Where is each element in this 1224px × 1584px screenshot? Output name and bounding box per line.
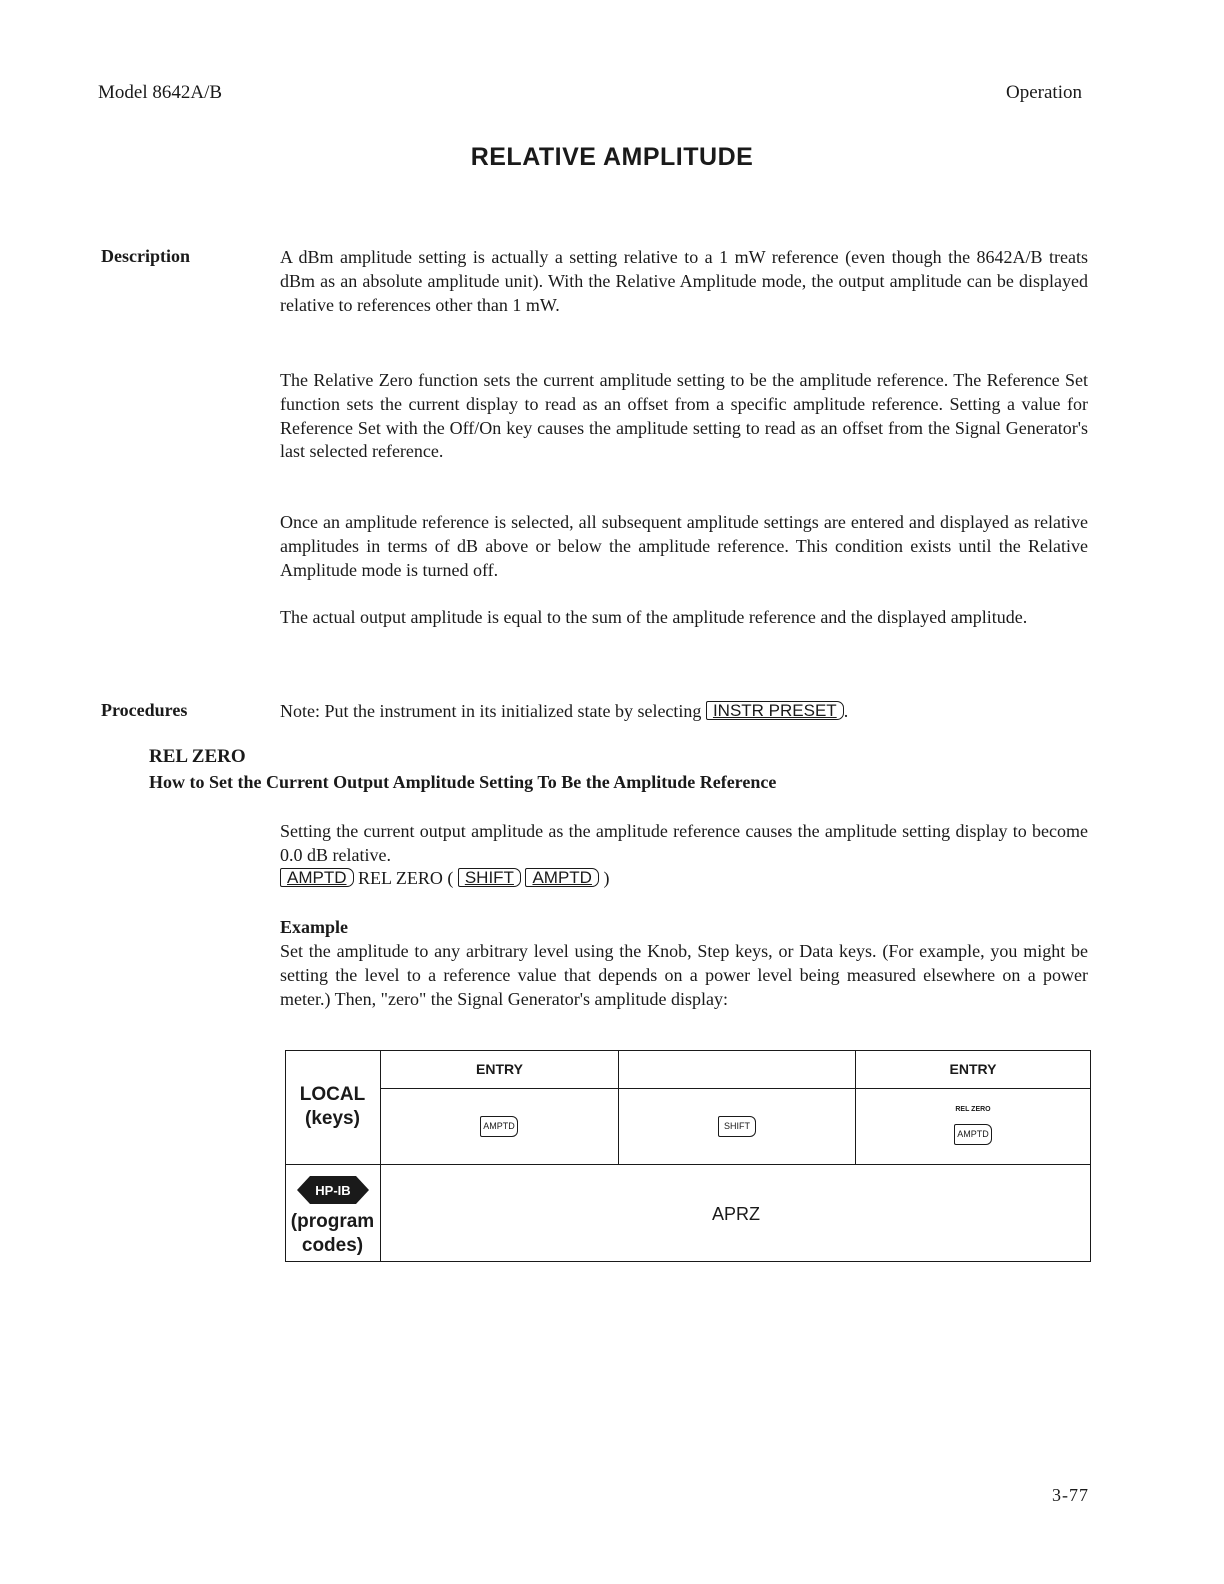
- example-heading: Example: [280, 917, 349, 937]
- hpib-badge-icon: [297, 1174, 369, 1206]
- header-model: Model 8642A/B: [98, 82, 223, 103]
- amptd-key: AMPTD: [280, 868, 354, 887]
- table-border: [285, 1050, 1091, 1262]
- program-label: (program: [290, 1211, 375, 1232]
- page-title: RELATIVE AMPLITUDE: [470, 143, 754, 171]
- hpib-badge-text: HP-IB: [315, 1183, 351, 1198]
- description-paragraph-2: The Relative Zero function sets the current amplitude setting to be the amplitude reference. The Reference Set function sets the current display to read as an offset from a specific amplitude reference. Setting a value for Reference Set with the Off/On key causes the amplitude setting to read as an offset from the Signal Generator's last selected reference.: [280, 370, 1088, 462]
- table-divider-h2: [285, 1164, 1091, 1165]
- column-header-entry-1: ENTRY: [476, 1061, 523, 1077]
- table-divider-v2: [618, 1050, 619, 1164]
- procedures-label: Procedures: [101, 700, 188, 720]
- program-sub-label: codes): [301, 1235, 364, 1256]
- local-label: LOCAL: [299, 1084, 366, 1105]
- program-codes-cell: [285, 1210, 380, 1258]
- shift-key: SHIFT: [458, 868, 521, 887]
- procedures-note-suffix: .: [843, 701, 849, 721]
- table-divider-v1: [380, 1050, 381, 1262]
- description-paragraph-1: A dBm amplitude setting is actually a setting relative to a 1 mW reference (even though the 8642A/B treats dBm as an absolute amplitude unit). With the Relative Amplitude mode, the output amplitude can be displayed relative to references other than 1 mW.: [280, 247, 1088, 315]
- rel-zero-close: ): [603, 868, 610, 888]
- rel-zero-key-sequence: [280, 867, 609, 891]
- table-divider-h1: [380, 1088, 1090, 1089]
- rel-zero-key-label: REL ZERO: [955, 1106, 991, 1113]
- key-table: [285, 1050, 1092, 1263]
- amptd-key-2: AMPTD: [525, 868, 599, 887]
- page-number: 3-77: [1052, 1485, 1089, 1505]
- instr-preset-key: INSTR PRESET: [706, 701, 844, 720]
- local-keys-cell: [285, 1083, 380, 1131]
- local-sub-label: (keys): [305, 1108, 360, 1129]
- column-header-entry-2: ENTRY: [949, 1061, 997, 1077]
- procedures-note: [280, 700, 848, 724]
- table-amptd-key: AMPTD: [480, 1116, 518, 1137]
- program-code: APRZ: [711, 1204, 760, 1224]
- example-paragraph: Set the amplitude to any arbitrary level using the Knob, Step keys, or Data keys. (For example, you might be setting the level to a reference value that depends on a power level being measured elsewhere on a power meter.) Then, "zero" the Signal Generator's amplitude display:: [280, 941, 1088, 1009]
- rel-zero-text: REL ZERO (: [358, 868, 454, 888]
- description-paragraph-4: The actual output amplitude is equal to the sum of the amplitude reference and the displayed amplitude.: [280, 607, 1028, 627]
- rel-zero-heading: REL ZERO: [149, 746, 246, 767]
- header-section: Operation: [1006, 82, 1082, 103]
- table-shift-key: SHIFT: [718, 1116, 756, 1137]
- table-amptd-key-2: AMPTD: [954, 1124, 992, 1145]
- procedures-note-text: Note: Put the instrument in its initialized state by selecting: [280, 701, 702, 721]
- description-paragraph-3: Once an amplitude reference is selected, all subsequent amplitude settings are entered and displayed as relative amplitudes in terms of dB above or below the amplitude reference. This condition exists until the Relative Amplitude mode is turned off.: [280, 512, 1088, 580]
- description-label: Description: [101, 246, 190, 266]
- rel-zero-paragraph: Setting the current output amplitude as the amplitude reference causes the amplitude setting display to become 0.0 dB relative.: [280, 821, 1088, 865]
- rel-zero-subheading: How to Set the Current Output Amplitude Setting To Be the Amplitude Reference: [149, 772, 777, 792]
